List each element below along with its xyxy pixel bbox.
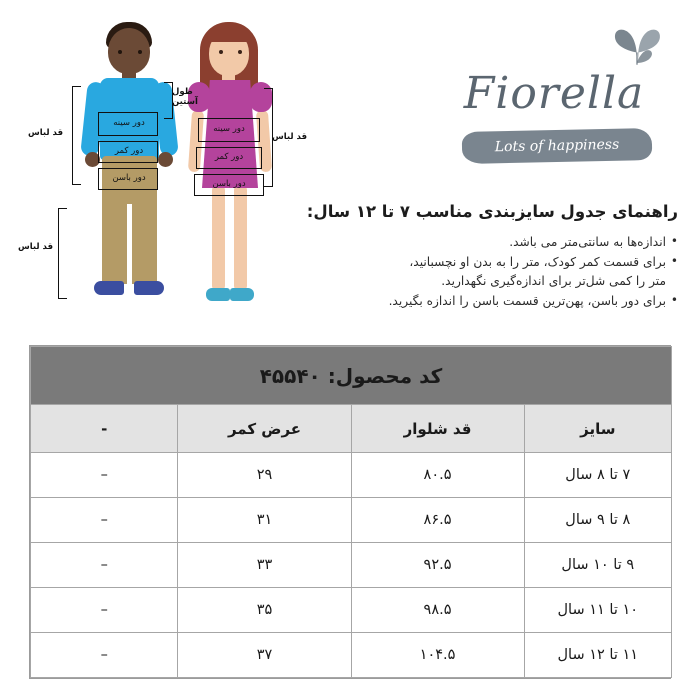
boy-pants-gap [127, 204, 132, 284]
product-code-cell: کد محصول: ۴۵۵۴۰ [31, 347, 672, 405]
cell-extra: – [31, 453, 178, 498]
guide-block [278, 200, 678, 312]
boy-waist-label: دور کمر [114, 146, 144, 156]
cell-waist-width: ۳۷ [178, 633, 351, 678]
cell-waist-width: ۳۵ [178, 588, 351, 633]
girl-leg-right [234, 186, 247, 290]
product-code-row [31, 347, 672, 405]
boy-eye-right [138, 50, 142, 54]
cell-extra: – [31, 498, 178, 543]
guide-bullet: • اندازه‌ها به سانتی‌متر می باشد. [278, 233, 678, 253]
boy-top-length-tick-top [72, 86, 81, 87]
cell-size: ۹ تا ۱۰ سال [524, 543, 671, 588]
girl-figure [180, 14, 280, 329]
column-header-waist-width: عرض کمر [178, 405, 351, 453]
boy-shoe-right [134, 281, 164, 295]
brand-logo [434, 26, 674, 186]
boy-sleeve-length-label: طول آستین [172, 87, 198, 107]
boy-hip-label: دور باسن [112, 173, 146, 183]
girl-shoe-left [206, 288, 230, 301]
table-row [31, 633, 672, 678]
boy-bottom-length-bracket [58, 208, 59, 298]
boy-sleeve-tick-top [164, 82, 173, 83]
cell-size: ۱۰ تا ۱۱ سال [524, 588, 671, 633]
boy-chest-label: دور سینه [113, 118, 145, 128]
boy-top-length-bracket [72, 86, 73, 184]
cell-pant-length: ۱۰۴.۵ [351, 633, 524, 678]
boy-top-length-tick-bottom [72, 184, 81, 185]
column-header-pant-length: قد شلوار [351, 405, 524, 453]
table-row [31, 543, 672, 588]
cell-waist-width: ۳۱ [178, 498, 351, 543]
cell-size: ۱۱ تا ۱۲ سال [524, 633, 671, 678]
cell-pant-length: ۹۸.۵ [351, 588, 524, 633]
boy-bottom-length-tick-top [58, 208, 67, 209]
girl-eye-right [238, 50, 242, 54]
cell-extra: – [31, 543, 178, 588]
cell-waist-width: ۲۹ [178, 453, 351, 498]
table-row [31, 498, 672, 543]
guide-bullet-continuation: متر را کمی شل‌تر برای اندازه‌گیری نگهدارید. [441, 274, 666, 289]
boy-shoe-left [94, 281, 124, 295]
cell-extra: – [31, 588, 178, 633]
guide-bullet: • برای قسمت کمر کودک، متر را به بدن او نچسبانید، [278, 253, 678, 273]
size-table-wrapper [29, 345, 671, 679]
boy-eye-left [118, 50, 122, 54]
table-header-row [31, 405, 672, 453]
cell-pant-length: ۹۲.۵ [351, 543, 524, 588]
girl-chest-label: دور سینه [213, 124, 245, 134]
cell-pant-length: ۸۶.۵ [351, 498, 524, 543]
girl-eye-left [219, 50, 223, 54]
girl-waist-label: دور کمر [214, 152, 244, 162]
column-header-extra: - [31, 405, 178, 453]
brand-name: Fiorella [463, 68, 645, 119]
girl-leg-left [212, 186, 225, 290]
table-row [31, 588, 672, 633]
guide-bullet: • برای دور باسن، پهن‌ترین قسمت باسن را اندازه بگیرید. [278, 292, 678, 312]
cell-size: ۸ تا ۹ سال [524, 498, 671, 543]
girl-length-tick-bottom [264, 186, 273, 187]
figure-illustrations [18, 8, 308, 338]
table-row [31, 453, 672, 498]
cell-waist-width: ۳۳ [178, 543, 351, 588]
cell-extra: – [31, 633, 178, 678]
girl-length-tick-top [264, 88, 273, 89]
boy-hand-right [158, 152, 173, 167]
boy-sleeve-tick-bottom [164, 118, 173, 119]
girl-hip-label: دور باسن [212, 179, 246, 189]
cell-size: ۷ تا ۸ سال [524, 453, 671, 498]
cell-pant-length: ۸۰.۵ [351, 453, 524, 498]
boy-bottom-length-tick-bottom [58, 298, 67, 299]
girl-clothing-length-label: قد لباس [272, 132, 308, 142]
boy-clothing-length-top-label: قد لباس [28, 128, 64, 138]
size-table [30, 346, 672, 678]
guide-title: راهنمای جدول سایزبندی مناسب ۷ تا ۱۲ سال: [306, 202, 678, 221]
butterfly-icon [610, 26, 664, 70]
boy-clothing-length-bottom-label: قد لباس [18, 242, 54, 252]
girl-sleeve-right [250, 82, 272, 112]
girl-hair-bangs [207, 24, 251, 42]
guide-bullet-list [278, 233, 678, 312]
brand-tagline: Lots of happiness [494, 136, 620, 156]
girl-shoe-right [230, 288, 254, 301]
column-header-size: سایز [524, 405, 671, 453]
top-section [0, 0, 700, 345]
boy-head [108, 28, 150, 74]
